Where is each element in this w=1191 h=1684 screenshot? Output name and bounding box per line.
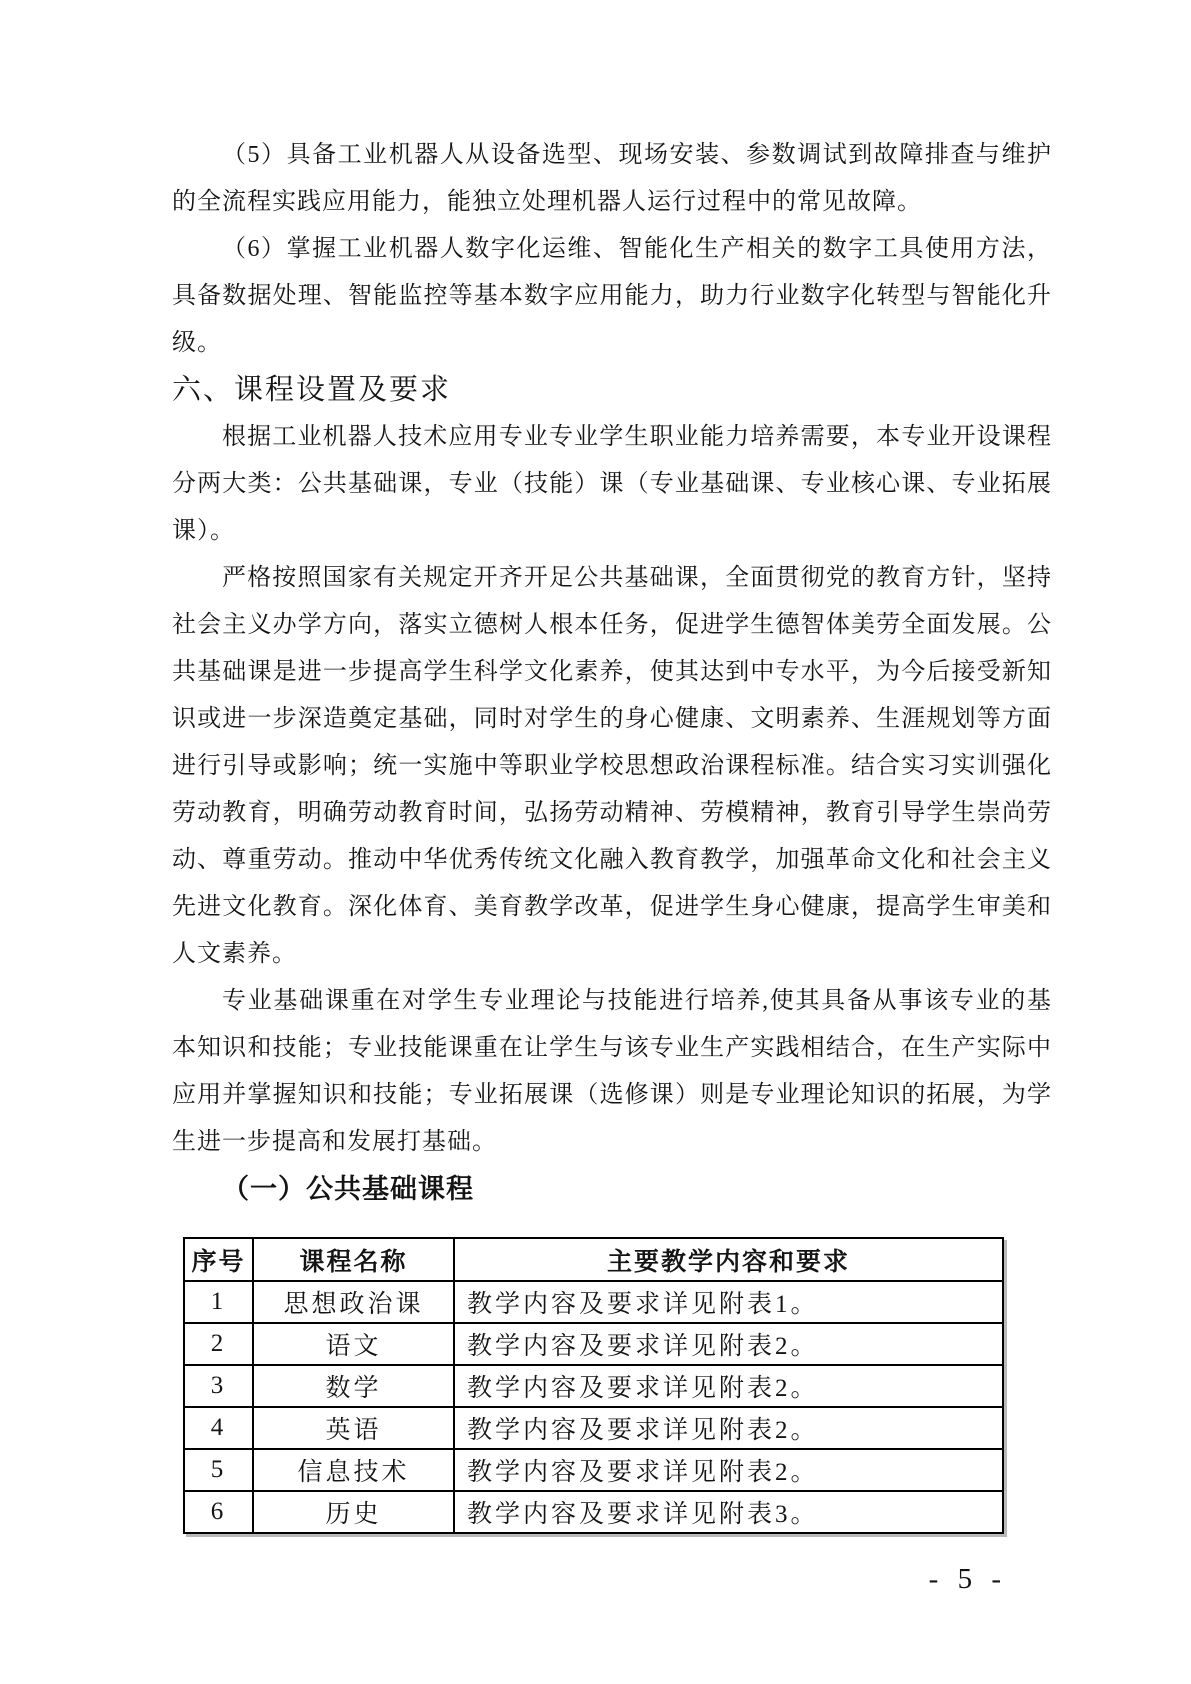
table-cell-index: 5 <box>184 1449 253 1491</box>
text-line: （6）掌握工业机器人数字化运维、智能化生产相关的数字工具使用方法， <box>222 236 1052 262</box>
table-cell-course-name: 历史 <box>253 1491 454 1533</box>
text-line: 识或进一步深造奠定基础，同时对学生的身心健康、文明素养、生涯规划等方面 <box>172 706 1052 732</box>
text-line: 共基础课是进一步提高学生科学文化素养，使其达到中专水平，为今后接受新知 <box>172 659 1052 685</box>
table-header-cell-index: 序号 <box>184 1238 253 1281</box>
public-basic-courses-table <box>183 1237 1004 1534</box>
text-line: 动、尊重劳动。推动中华优秀传统文化融入教育教学，加强革命文化和社会主义 <box>172 847 1052 873</box>
text-line: 级。 <box>172 330 222 356</box>
subsection-heading: （一）公共基础课程 <box>222 1174 474 1204</box>
text-line: 进行引导或影响；统一实施中等职业学校思想政治课程标准。结合实习实训强化 <box>172 753 1052 779</box>
text-line: 社会主义办学方向，落实立德树人根本任务，促进学生德智体美劳全面发展。公 <box>172 612 1052 638</box>
section-heading: 六、课程设置及要求 <box>172 374 452 406</box>
text-line: 专业基础课重在对学生专业理论与技能进行培养,使其具备从事该专业的基 <box>222 988 1052 1014</box>
table-cell-index: 4 <box>184 1407 253 1449</box>
text-line: 具备数据处理、智能监控等基本数字应用能力，助力行业数字化转型与智能化升 <box>172 283 1052 309</box>
table-row <box>184 1323 1003 1365</box>
table-row <box>184 1365 1003 1407</box>
table-cell-course-name: 英语 <box>253 1407 454 1449</box>
table-cell-course-name: 信息技术 <box>253 1449 454 1491</box>
table-row <box>184 1281 1003 1323</box>
table-header-row <box>184 1238 1003 1281</box>
table-cell-index: 6 <box>184 1491 253 1533</box>
table-cell-content: 教学内容及要求详见附表2。 <box>454 1323 1003 1365</box>
table-cell-content: 教学内容及要求详见附表3。 <box>454 1491 1003 1533</box>
table-row <box>184 1449 1003 1491</box>
text-line: 课）。 <box>172 518 235 544</box>
table-header-cell-course-name: 课程名称 <box>253 1238 454 1281</box>
table-cell-index: 1 <box>184 1281 253 1323</box>
text-line: 先进文化教育。深化体育、美育教学改革，促进学生身心健康，提高学生审美和 <box>172 894 1052 920</box>
table-cell-content: 教学内容及要求详见附表1。 <box>454 1281 1003 1323</box>
text-line: 生进一步提高和发展打基础。 <box>172 1129 497 1155</box>
text-line: 人文素养。 <box>172 941 297 967</box>
table-cell-index: 3 <box>184 1365 253 1407</box>
table-cell-course-name: 语文 <box>253 1323 454 1365</box>
text-line: 劳动教育，明确劳动教育时间，弘扬劳动精神、劳模精神，教育引导学生崇尚劳 <box>172 800 1052 826</box>
table-cell-course-name: 思想政治课 <box>253 1281 454 1323</box>
text-line: 根据工业机器人技术应用专业专业学生职业能力培养需要，本专业开设课程 <box>222 424 1052 450</box>
text-line: 分两大类：公共基础课，专业（技能）课（专业基础课、专业核心课、专业拓展 <box>172 471 1052 497</box>
text-line: （5）具备工业机器人从设备选型、现场安装、参数调试到故障排查与维护 <box>222 142 1052 168</box>
page-number: - 5 - <box>928 1563 1007 1595</box>
table-header-cell-content: 主要教学内容和要求 <box>454 1238 1003 1281</box>
table-row <box>184 1491 1003 1533</box>
table-cell-course-name: 数学 <box>253 1365 454 1407</box>
document-text-block <box>172 132 1052 1213</box>
text-line: 严格按照国家有关规定开齐开足公共基础课，全面贯彻党的教育方针，坚持 <box>222 565 1052 591</box>
text-line: 应用并掌握知识和技能；专业拓展课（选修课）则是专业理论知识的拓展，为学 <box>172 1082 1052 1108</box>
text-line: 本知识和技能；专业技能课重在让学生与该专业生产实践相结合，在生产实际中 <box>172 1035 1052 1061</box>
table-cell-content: 教学内容及要求详见附表2。 <box>454 1365 1003 1407</box>
text-line: 的全流程实践应用能力，能独立处理机器人运行过程中的常见故障。 <box>172 189 922 215</box>
table-cell-content: 教学内容及要求详见附表2。 <box>454 1449 1003 1491</box>
table-cell-index: 2 <box>184 1323 253 1365</box>
table-cell-content: 教学内容及要求详见附表2。 <box>454 1407 1003 1449</box>
table-row <box>184 1407 1003 1449</box>
